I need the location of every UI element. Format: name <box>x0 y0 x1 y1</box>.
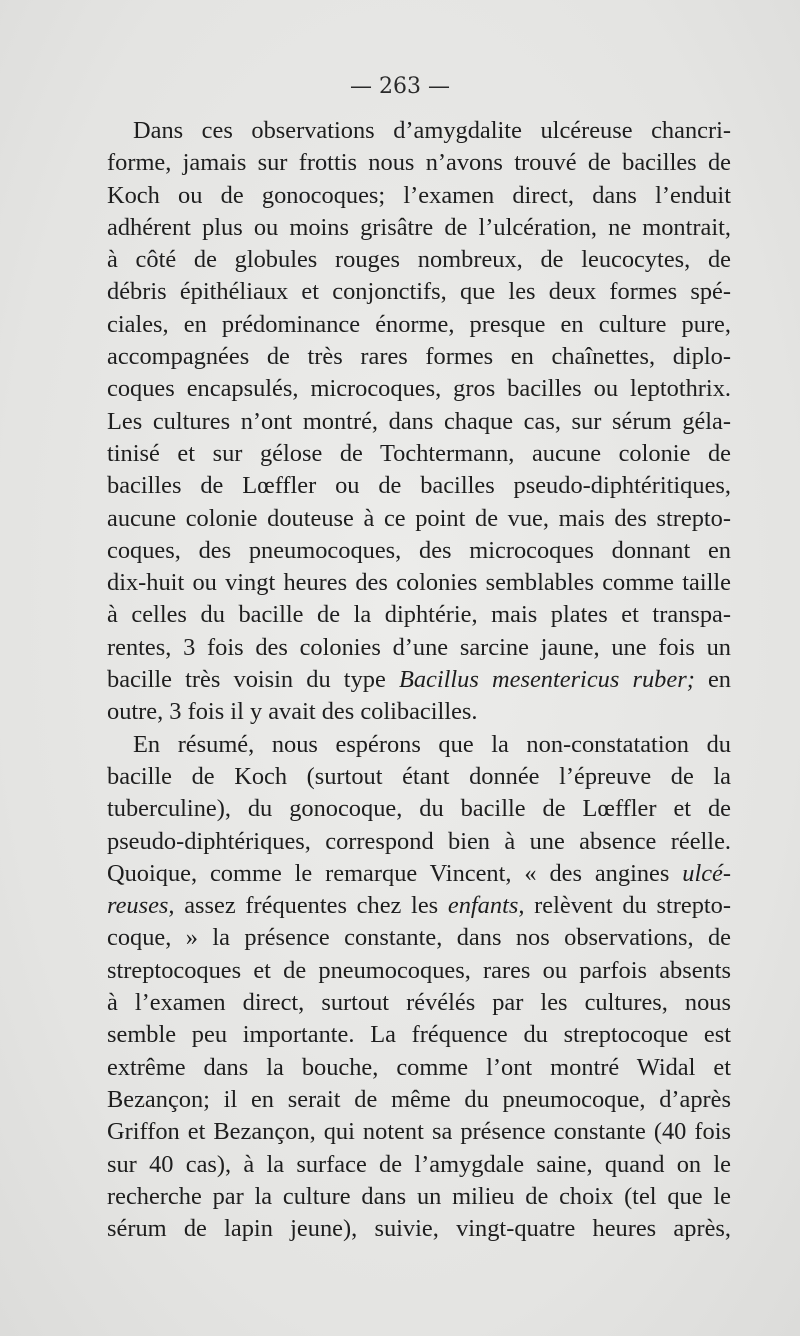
text-line <box>107 858 731 890</box>
text-line: bacilles de Lœffler ou de bacilles pseudo-diphtéritiques, <box>107 472 731 500</box>
body-text <box>107 115 731 1245</box>
text-line: ciales, en prédominance énorme, presque en culture pure, <box>107 310 731 338</box>
text-line: extrême dans la bouche, comme l’ont montré Widal et <box>107 1053 731 1081</box>
text-line: dix-huit ou vingt heures des colonies semblables comme taille <box>107 569 731 597</box>
text-line: outre, 3 fois il y avait des colibacilles. <box>107 698 478 726</box>
italic-term: Bacillus mesentericus ruber; <box>398 666 695 694</box>
text-segment: en <box>694 666 731 694</box>
text-line: sérum de lapin jeune), suivie, vingt-quatre heures après, <box>107 1215 731 1243</box>
text-line: coques, des pneumocoques, des microcoques donnant en <box>107 536 731 564</box>
text-line: coques encapsulés, microcoques, gros bacilles ou leptothrix. <box>107 375 731 403</box>
text-line: Koch ou de gonocoques; l’examen direct, dans l’enduit <box>107 181 731 209</box>
text-line: Bezançon; il en serait de même du pneumocoque, d’après <box>107 1085 731 1113</box>
text-line: bacille de Koch (surtout étant donnée l’épreuve de la <box>107 762 731 790</box>
italic-term: ulcé- <box>682 859 731 887</box>
page-number: — 263 — <box>350 74 450 99</box>
text-line <box>107 890 731 922</box>
text-segment: bacille très voisin du type <box>107 666 399 694</box>
text-line: semble peu importante. La fréquence du streptocoque est <box>107 1021 731 1049</box>
text-line: sur 40 cas), à la surface de l’amygdale saine, quand on le <box>107 1150 731 1178</box>
text-line: Les cultures n’ont montré, dans chaque cas, sur sérum géla- <box>107 407 731 435</box>
text-line: débris épithéliaux et conjonctifs, que les deux formes spé- <box>107 278 731 306</box>
text-line: adhérent plus ou moins grisâtre de l’ulcération, ne montrait, <box>107 213 731 241</box>
text-line: à celles du bacille de la diphtérie, mais plates et transpa- <box>107 601 731 629</box>
text-segment: assez fréquentes chez les <box>174 892 448 920</box>
text-line: forme, jamais sur frottis nous n’avons trouvé de bacilles de <box>107 149 731 177</box>
text-line: à côté de globules rouges nombreux, de leucocytes, de <box>107 246 731 274</box>
text-line: recherche par la culture dans un milieu de choix (tel que le <box>107 1182 731 1210</box>
text-line: Dans ces observations d’amygdalite ulcéreuse chancri- <box>133 117 731 144</box>
italic-term: enfants, <box>447 892 525 920</box>
text-line <box>107 664 731 696</box>
italic-term: reuses, <box>107 892 175 920</box>
text-line: accompagnées de très rares formes en chaînettes, diplo- <box>107 343 731 371</box>
text-line: streptocoques et de pneumocoques, rares ou parfois absents <box>107 956 731 984</box>
text-line: tinisé et sur gélose de Tochtermann, aucune colonie de <box>107 439 731 467</box>
text-segment: relèvent du strepto- <box>524 892 732 920</box>
text-line: En résumé, nous espérons que la non-constatation du <box>133 730 731 758</box>
text-line: coque, » la présence constante, dans nos observations, de <box>107 924 731 952</box>
text-segment: Quoique, comme le remarque Vincent, « des angines <box>107 859 683 887</box>
text-line: tuberculine), du gonocoque, du bacille de Lœffler et de <box>107 795 731 823</box>
text-line: pseudo-diphtériques, correspond bien à une absence réelle. <box>107 827 731 855</box>
text-line: aucune colonie douteuse à ce point de vue, mais des strepto- <box>107 504 731 532</box>
text-line: à l’examen direct, surtout révélés par les cultures, nous <box>107 989 731 1017</box>
text-line: Griffon et Bezançon, qui notent sa présence constante (40 fois <box>107 1118 731 1146</box>
text-line: rentes, 3 fois des colonies d’une sarcine jaune, une fois un <box>107 633 731 661</box>
